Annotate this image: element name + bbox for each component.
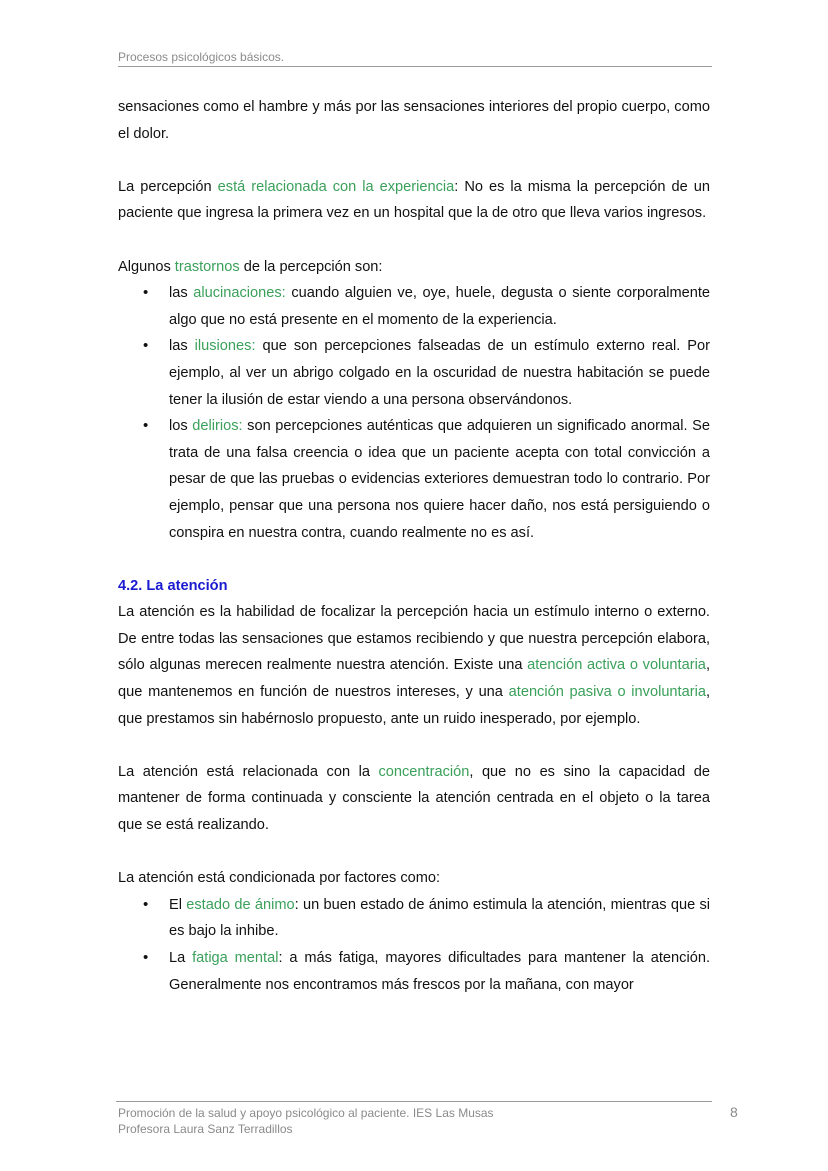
section-heading: 4.2. La atención [118, 577, 228, 594]
list-item: • los delirios: son percepciones auténticas que adquieren un significado anormal. Se trata de una falsa creencia o idea que un paciente acepta con total convicción a pesar de que las pruebas o evidencias exteriores demuestran todo lo contrario. Por ejemplo, pensar que una persona nos quiere hacer daño, nos está persiguiendo o conspira en nuestra contra, cuando realmente no es así. [118, 413, 710, 546]
disorders-list [118, 280, 710, 546]
page-header [118, 50, 712, 67]
highlighted-term: estado de ánimo [186, 896, 295, 913]
highlighted-term: está relacionada con la experiencia [217, 178, 455, 195]
paragraph: La atención está condicionada por factores como: [118, 870, 441, 887]
list-item: • las alucinaciones: cuando alguien ve, oye, huele, degusta o siente corporalmente algo que no está presente en el momento de la experiencia. [118, 280, 710, 333]
highlighted-term: ilusiones: [194, 338, 256, 355]
paragraph: La atención está relacionada con la concentración, que no es sino la capacidad de mantener de forma continuada y consciente la atención centrada en el objeto o la tarea que se está realizando. [118, 763, 710, 834]
paragraph: Algunos trastornos de la percepción son: [118, 258, 383, 275]
document-body [118, 94, 710, 998]
highlighted-term: fatiga mental [192, 950, 279, 966]
footer-course: Promoción de la salud y apoyo psicológico al paciente. IES Las Musas [118, 1106, 494, 1120]
header-title: Procesos psicológicos básicos. [118, 50, 285, 64]
factors-list [118, 892, 710, 998]
paragraph: La percepción está relacionada con la experiencia: No es la misma la percepción de un paciente que ingresa la primera vez en un hospital que la de otro que lleva varios ingresos. [118, 178, 710, 222]
list-item: • las ilusiones: que son percepciones falseadas de un estímulo externo real. Por ejemplo, al ver un abrigo colgado en la oscuridad de nuestra habitación se puede tener la ilusión de estar viendo a una persona observándonos. [118, 333, 710, 413]
paragraph: La atención es la habilidad de focalizar la percepción hacia un estímulo interno o externo. De entre todas las sensaciones que estamos recibiendo y que nuestra percepción elabora, sólo algunas merecen realmente nuestra atención. Existe una atención activa o voluntaria, que mantenemos en función de nuestros intereses, y una atención pasiva o involuntaria, que prestamos sin habérnoslo propuesto, ante un ruido inesperado, por ejemplo. [118, 604, 711, 727]
footer-author: Profesora Laura Sanz Terradillos [118, 1122, 293, 1136]
highlighted-term: delirios: [192, 418, 243, 435]
list-item: • La fatiga mental: a más fatiga, mayores dificultades para mantener la atención. Generalmente nos encontramos más frescos por la mañana, con mayor [118, 945, 710, 998]
highlighted-term: alucinaciones: [193, 285, 286, 302]
paragraph: sensaciones como el hambre y más por las sensaciones interiores del propio cuerpo, como el dolor. [118, 99, 710, 142]
highlighted-term: trastornos [174, 258, 240, 275]
footer-divider [116, 1101, 712, 1102]
page-footer [118, 1105, 494, 1137]
highlighted-term: atención pasiva o involuntaria [508, 684, 706, 701]
highlighted-term: concentración [378, 763, 470, 780]
page-number: 8 [730, 1104, 738, 1120]
highlighted-term: atención activa o voluntaria [527, 657, 706, 674]
list-item: • El estado de ánimo: un buen estado de ánimo estimula la atención, mientras que si es bajo la inhibe. [118, 892, 710, 945]
